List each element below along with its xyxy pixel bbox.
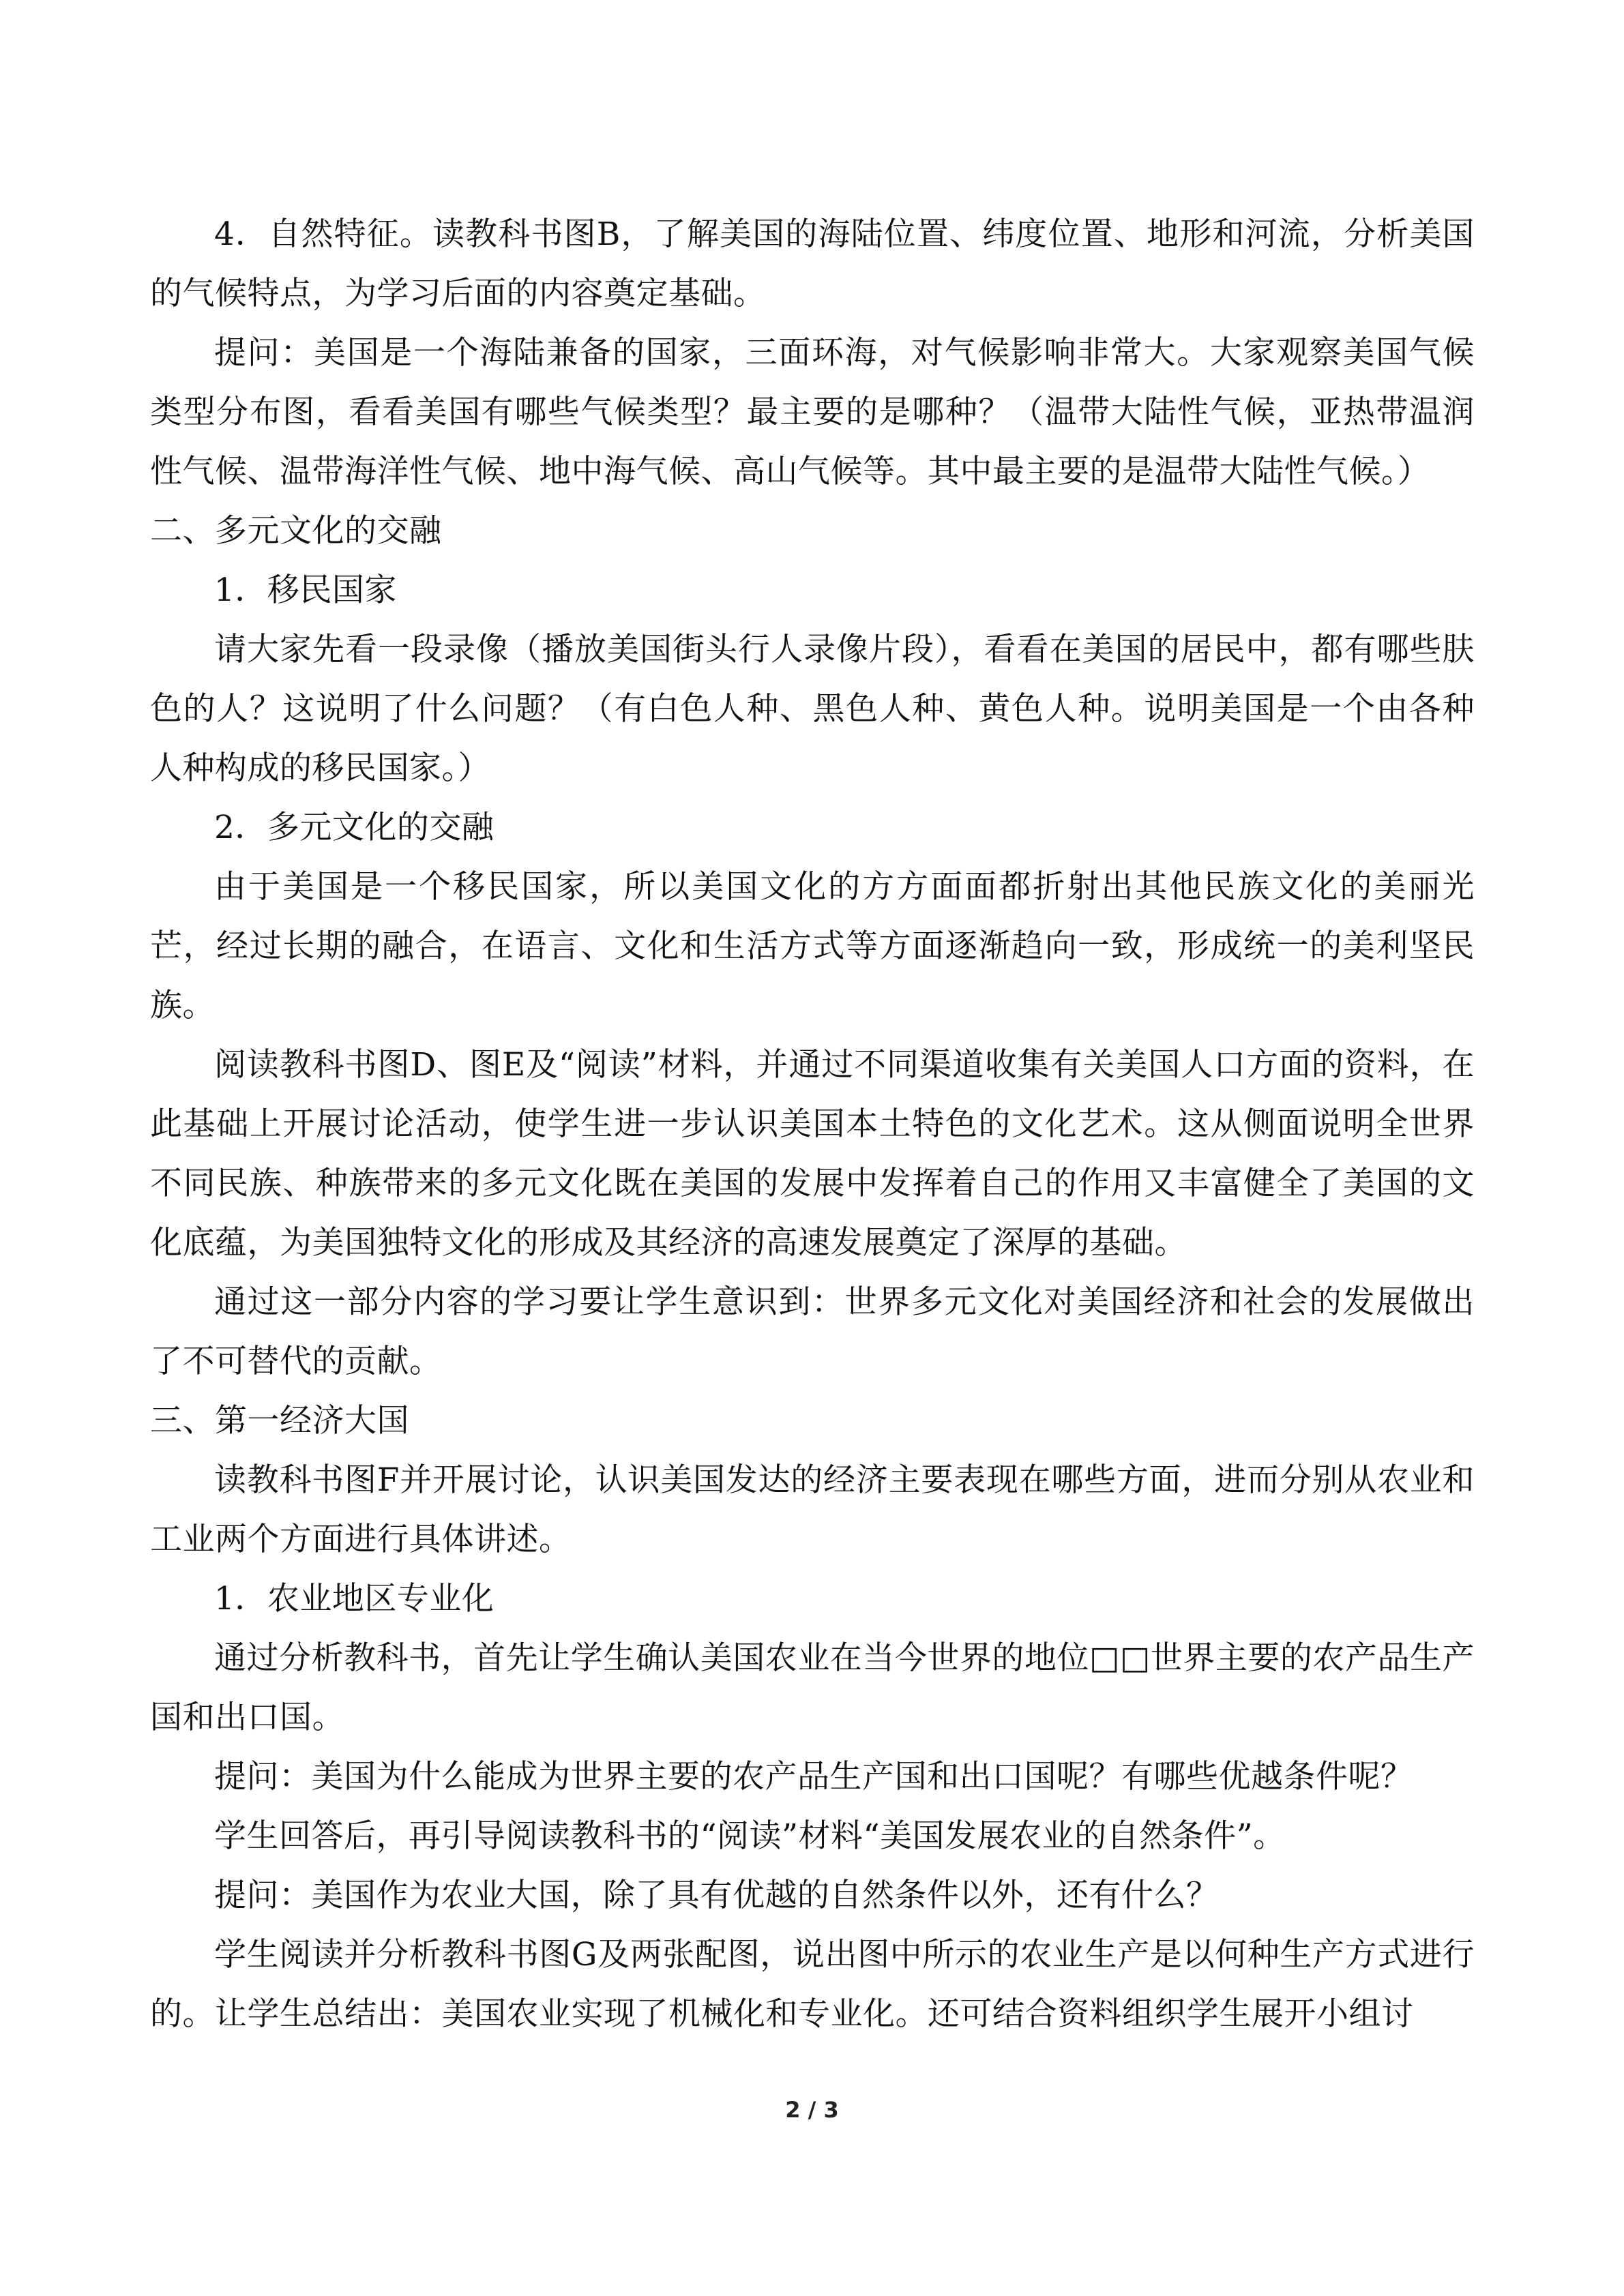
paragraph-figure-g: 学生阅读并分析教科书图G及两张配图，说出图中所示的农业生产是以何种生产方式进行的。让学生总结出：美国农业实现了机械化和专业化。还可结合资料组织学生展开小组讨 xyxy=(150,1936,1475,2033)
paragraph-agriculture-question: 提问：美国为什么能成为世界主要的农产品生产国和出口国呢？有哪些优越条件呢？ xyxy=(214,1758,1413,1795)
section-heading-economy: 三、第一经济大国 xyxy=(150,1402,409,1440)
paragraph-climate-question: 提问：美国是一个海陆兼备的国家，三面环海，对气候影响非常大。大家观察美国气候类型分布图，看看美国有哪些气候类型？最主要的是哪种？（温带大陆性气候，亚热带温润性气候、温带海洋性气候、地中海气候、高山气候等。其中最主要的是温带大陆性气候。） xyxy=(150,334,1475,490)
subheading-culture-fusion: 2．多元文化的交融 xyxy=(214,809,494,846)
paragraph-agriculture-extra: 提问：美国作为农业大国，除了具有优越的自然条件以外，还有什么？ xyxy=(214,1877,1219,1914)
paragraph-student-answer: 学生回答后，再引导阅读教科书的“阅读”材料“美国发展农业的自然条件”。 xyxy=(214,1817,1286,1855)
section-heading-multicultural: 二、多元文化的交融 xyxy=(150,512,442,550)
document-body xyxy=(150,205,1475,2044)
paragraph-learning-goal: 通过这一部分内容的学习要让学生意识到：世界多元文化对美国经济和社会的发展做出了不可替代的贡献。 xyxy=(150,1283,1475,1380)
paragraph-video-question: 请大家先看一段录像（播放美国街头行人录像片段），看看在美国的居民中，都有哪些肤色的人？这说明了什么问题？（有白色人种、黑色人种、黄色人种。说明美国是一个由各种人种构成的移民国家。） xyxy=(150,631,1475,787)
paragraph-reading-discussion: 阅读教科书图D、图E及“阅读”材料，并通过不同渠道收集有关美国人口方面的资料，在此基础上开展讨论活动，使学生进一步认识美国本土特色的文化艺术。这从侧面说明全世界不同民族、种族带来的多元文化既在美国的发展中发挥着自己的作用又丰富健全了美国的文化底蕴，为美国独特文化的形成及其经济的高速发展奠定了深厚的基础。 xyxy=(150,1046,1475,1262)
paragraph-figure-f: 读教科书图F并开展讨论，认识美国发达的经济主要表现在哪些方面，进而分别从农业和工业两个方面进行具体讲述。 xyxy=(150,1461,1475,1558)
subheading-immigrant-country: 1．移民国家 xyxy=(214,571,397,609)
paragraph-immigrant-culture: 由于美国是一个移民国家，所以美国文化的方方面面都折射出其他民族文化的美丽光芒，经过长期的融合，在语言、文化和生活方式等方面逐渐趋向一致，形成统一的美利坚民族。 xyxy=(150,868,1475,1024)
paragraph-natural-features: 4．自然特征。读教科书图B，了解美国的海陆位置、纬度位置、地形和河流，分析美国的气候特点，为学习后面的内容奠定基础。 xyxy=(150,215,1475,312)
subheading-agriculture: 1．农业地区专业化 xyxy=(214,1580,494,1617)
paragraph-agriculture-status: 通过分析教科书，首先让学生确认美国农业在当今世界的地位□□世界主要的农产品生产国和出口国。 xyxy=(150,1639,1475,1736)
page-number: 2 / 3 xyxy=(785,2097,839,2123)
